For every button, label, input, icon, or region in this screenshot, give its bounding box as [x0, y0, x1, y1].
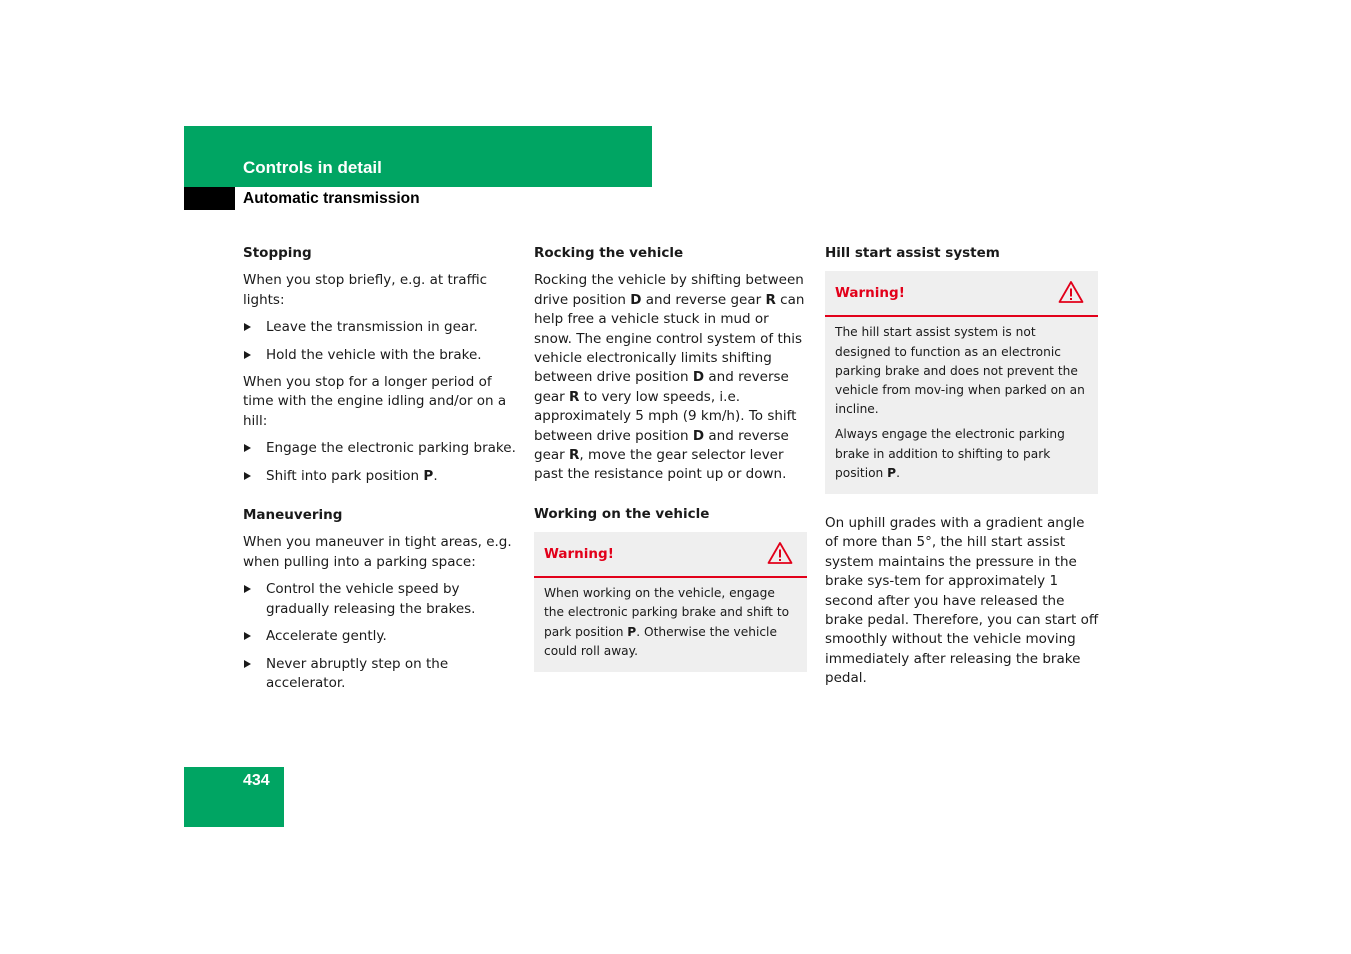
- bullet-triangle-icon: [244, 472, 251, 480]
- stopping-intro: When you stop briefly, e.g. at traffic lights:: [243, 272, 488, 308]
- section-marker: [184, 187, 235, 210]
- column-1: [243, 244, 519, 701]
- rocking-paragraph: Rocking the vehicle by shifting between drive position D and reverse gear R can help free a vehicle stuck in mud or snow. The engine control system of this vehicle electronically limits shifting between drive position D and reverse gear R to very low speeds, i.e. approximately 5 mph (9 km/h). To shift between drive position D and reverse gear R, move the gear selector lever past the resistance point up or down.: [534, 272, 805, 483]
- warning-title: Warning!: [544, 546, 614, 563]
- bullet-triangle-icon: [244, 660, 251, 668]
- hill-start-paragraph: On uphill grades with a gradient angle of more than 5°, the hill start assist system maintains the pressure in the brake sys-tem for approximately 1 second after you have released the brake pedal. Therefore, you can start off smoothly without the vehicle moving immediately after releasing the brake pedal.: [825, 515, 1099, 687]
- maneuvering-intro: When you maneuver in tight areas, e.g. when pulling into a parking space:: [243, 534, 512, 570]
- section-title: Controls in detail: [243, 158, 382, 177]
- column-3: [825, 244, 1100, 697]
- page-number: 434: [243, 772, 270, 789]
- warning-box: [534, 532, 807, 672]
- stopping-heading: Stopping: [243, 245, 312, 261]
- bullet-triangle-icon: [244, 585, 251, 593]
- warning-box: [825, 271, 1098, 494]
- list-item: Engage the electronic parking brake.: [243, 439, 519, 458]
- warning-title: Warning!: [835, 285, 905, 302]
- warning-body: The hill start assist system is not designed to function as an electronic parking brake and does not prevent the vehicle from mov-ing when parked on an incline. Always engage the electronic parking brake in addition to shifting to park position P.: [835, 325, 1085, 480]
- warning-header: [825, 271, 1098, 317]
- bullet-triangle-icon: [244, 444, 251, 452]
- list-item: Control the vehicle speed by gradually releasing the brakes.: [243, 580, 519, 619]
- list-item: Hold the vehicle with the brake.: [243, 346, 519, 365]
- working-heading: Working on the vehicle: [534, 505, 710, 522]
- subsection-title: Automatic transmission: [243, 190, 420, 207]
- list-item: Leave the transmission in gear.: [243, 318, 519, 337]
- rocking-heading: Rocking the vehicle: [534, 245, 684, 261]
- warning-header: [534, 532, 807, 578]
- maneuvering-heading: Maneuvering: [243, 507, 343, 524]
- column-2: [534, 244, 809, 672]
- bullet-triangle-icon: [244, 323, 251, 331]
- bullet-triangle-icon: [244, 632, 251, 640]
- list-item: Never abruptly step on the accelerator.: [243, 655, 519, 694]
- longer-stop-intro: When you stop for a longer period of time with the engine idling and/or on a hill:: [243, 374, 507, 429]
- hill-start-heading: Hill start assist system: [825, 245, 1000, 261]
- warning-triangle-icon: [1058, 280, 1084, 304]
- list-item: Accelerate gently.: [243, 627, 519, 646]
- warning-triangle-icon: [767, 541, 793, 565]
- warning-body: When working on the vehicle, engage the electronic parking brake and shift to park position P. Otherwise the vehicle could roll away.: [544, 586, 790, 658]
- list-item: Shift into park position P.: [243, 467, 519, 486]
- bullet-triangle-icon: [244, 351, 251, 359]
